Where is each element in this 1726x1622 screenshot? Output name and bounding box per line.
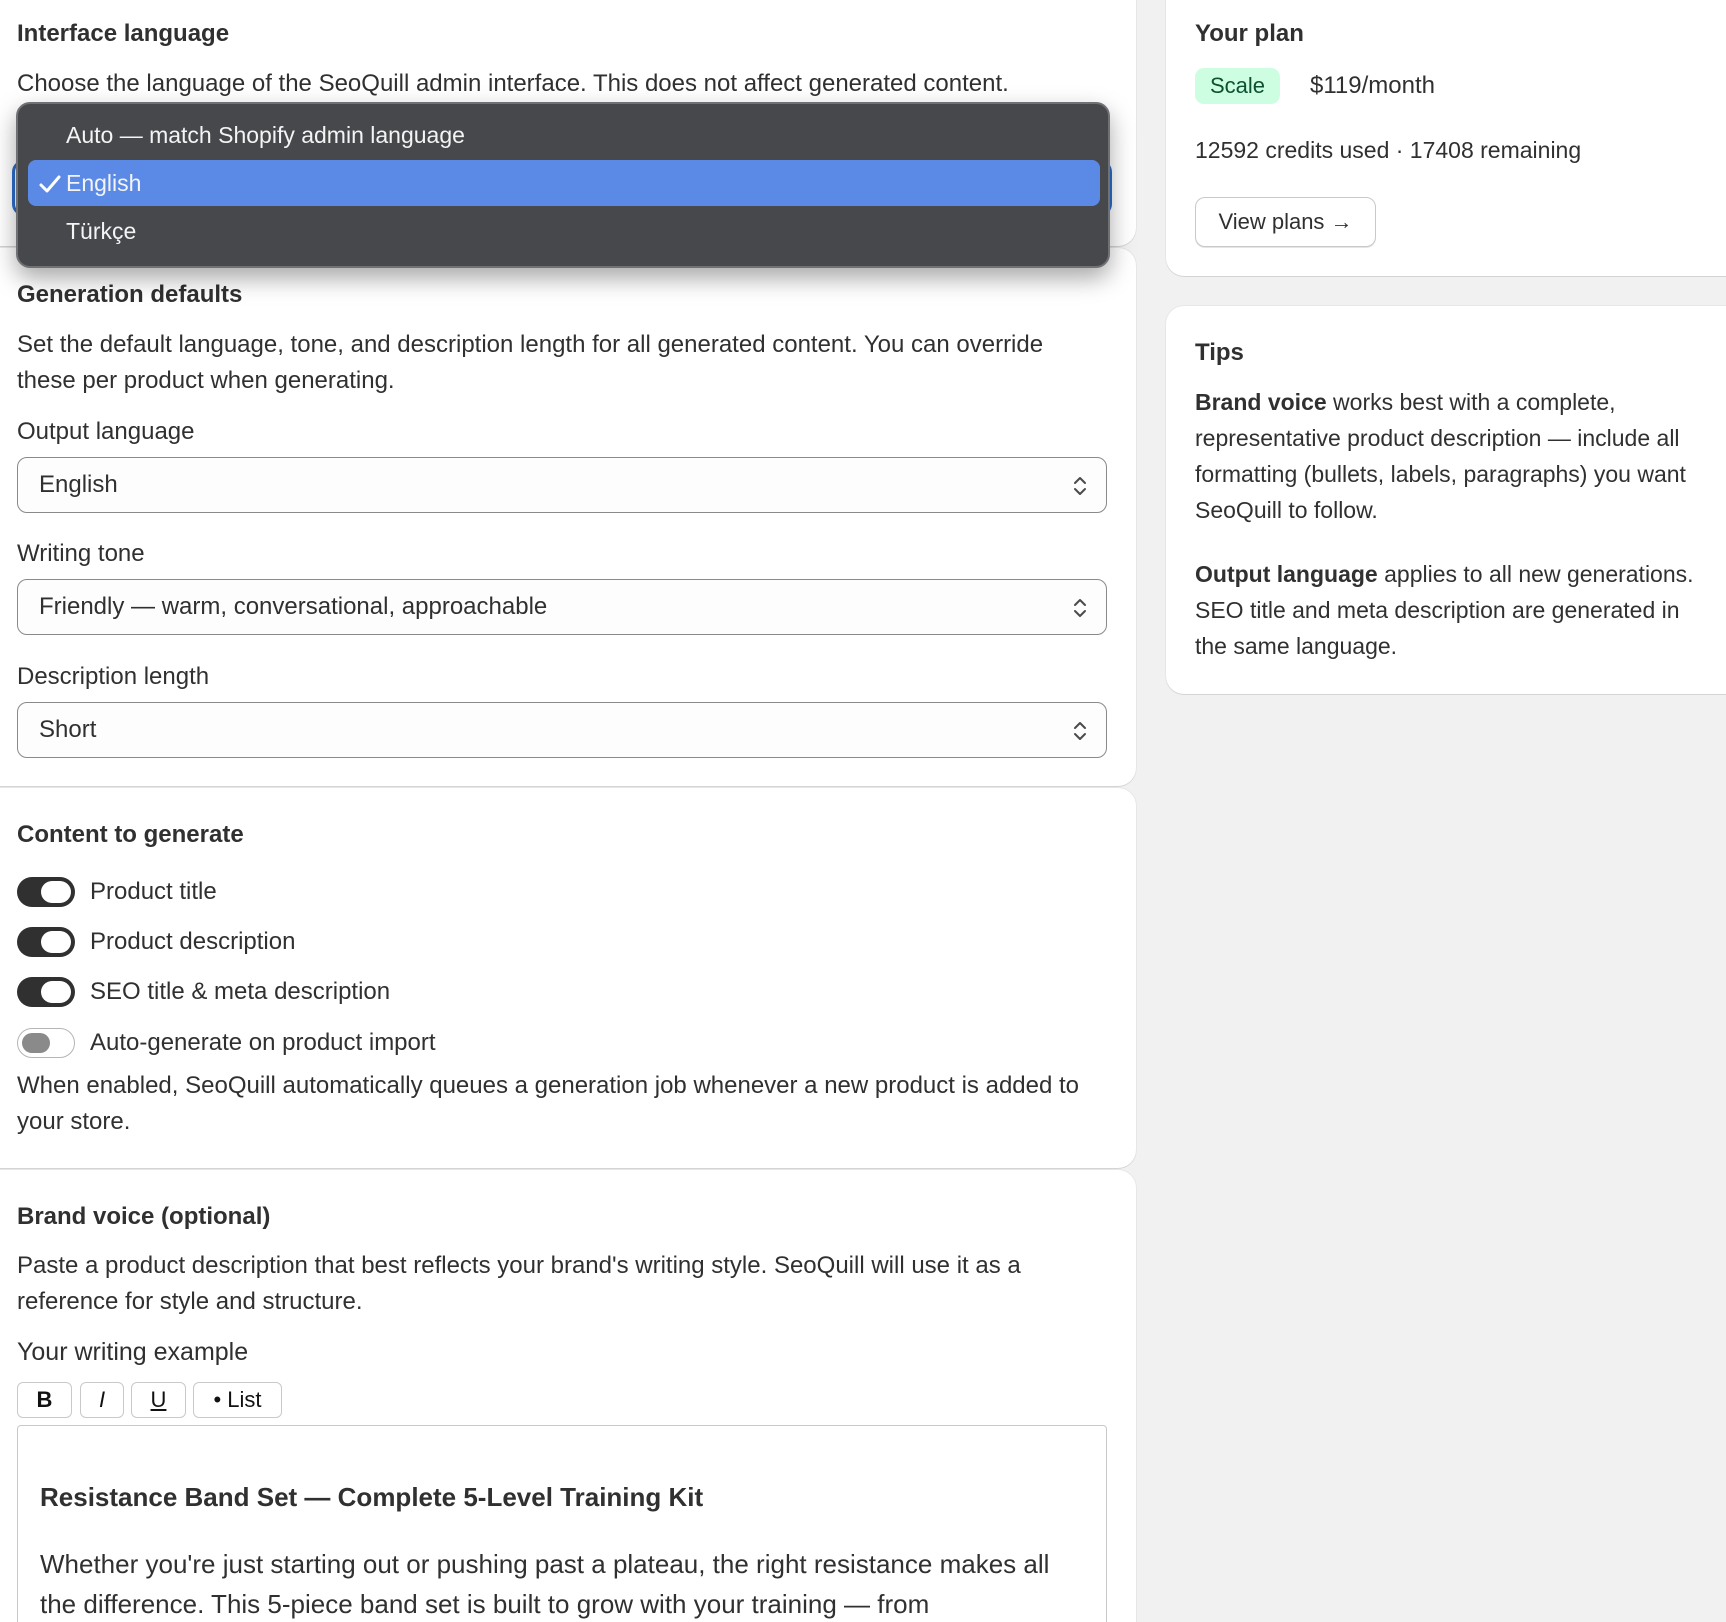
tip-brand-voice	[1195, 384, 1705, 528]
toggle-knob	[41, 981, 71, 1003]
tip-brand-voice-bold: Brand voice	[1195, 389, 1327, 415]
chevron-updown-icon	[1072, 717, 1088, 745]
writing-example-label: Your writing example	[17, 1338, 249, 1366]
chevron-updown-icon	[1072, 472, 1088, 500]
chevron-updown-icon	[1072, 594, 1088, 622]
option-turkce-label: Türkçe	[66, 218, 137, 244]
option-english-label: English	[66, 170, 142, 196]
option-auto[interactable]	[28, 112, 1100, 158]
toggle-label-product-description: Product description	[90, 928, 296, 955]
toggle-seo-title-meta[interactable]	[17, 977, 75, 1007]
toggle-label-product-title: Product title	[90, 878, 217, 905]
interface-language-dropdown	[16, 102, 1110, 268]
output-language-label: Output language	[17, 418, 195, 445]
toggle-product-title[interactable]	[17, 877, 75, 907]
option-english[interactable]	[28, 160, 1100, 206]
interface-language-title: Interface language	[17, 20, 230, 47]
toggle-knob	[41, 881, 71, 903]
writing-tone-value: Friendly — warm, conversational, approachable	[39, 593, 548, 620]
plan-badge: Scale	[1195, 68, 1280, 104]
tips-title: Tips	[1195, 339, 1244, 366]
toggle-label-seo-title-meta: SEO title & meta description	[90, 978, 391, 1005]
description-length-value: Short	[39, 716, 97, 743]
toggle-product-description[interactable]	[17, 927, 75, 957]
toggle-auto-generate-import[interactable]	[17, 1028, 75, 1058]
auto-generate-help-text: When enabled, SeoQuill automatically queues a generation job whenever a new product is added to your store.	[17, 1072, 1080, 1135]
writing-tone-select[interactable]	[17, 579, 1107, 635]
list-button[interactable]: • List	[193, 1382, 282, 1418]
bold-button[interactable]: B	[17, 1382, 72, 1418]
toggle-knob	[22, 1033, 50, 1053]
output-language-select[interactable]	[17, 457, 1107, 513]
example-heading: Resistance Band Set — Complete 5-Level Training Kit	[40, 1482, 704, 1512]
plan-credits: 12592 credits used · 17408 remaining	[1195, 137, 1582, 163]
italic-button[interactable]: I	[80, 1382, 124, 1418]
view-plans-button[interactable]: View plans →	[1195, 197, 1376, 247]
content-to-generate-title: Content to generate	[17, 821, 244, 848]
tip-output-language	[1195, 556, 1705, 664]
toggle-label-auto-generate-import: Auto-generate on product import	[90, 1029, 436, 1056]
underline-button[interactable]: U	[131, 1382, 186, 1418]
description-length-label: Description length	[17, 663, 210, 690]
example-body: Whether you're just starting out or pushing past a plateau, the right resistance makes all the difference. This 5-piece band set is built to grow with your training — from	[40, 1549, 1050, 1619]
output-language-value: English	[39, 471, 118, 498]
checkmark-icon	[38, 172, 62, 196]
generation-defaults-title: Generation defaults	[17, 281, 243, 308]
tip-output-language-bold: Output language	[1195, 561, 1378, 587]
option-auto-label: Auto — match Shopify admin language	[66, 122, 465, 148]
brand-voice-description: Paste a product description that best reflects your brand's writing style. SeoQuill will use it as a reference for style and structure.	[17, 1252, 1021, 1315]
writing-tone-label: Writing tone	[17, 540, 145, 567]
interface-language-description: Choose the language of the SeoQuill admin interface. This does not affect generated content.	[17, 70, 1009, 97]
option-turkce[interactable]	[28, 208, 1100, 254]
writing-example-editor[interactable]	[17, 1425, 1107, 1622]
description-length-select[interactable]	[17, 702, 1107, 758]
brand-voice-title: Brand voice (optional)	[17, 1203, 271, 1230]
tip-brand-voice-text: works best with a complete, representative product description — include all formatting (bullets, labels, paragraphs) you want SeoQuill to follow.	[1195, 389, 1686, 523]
generation-defaults-description: Set the default language, tone, and description length for all generated content. You can override these per product when generating.	[17, 331, 1044, 394]
tip-output-language-text: applies to all new generations. SEO title and meta description are generated in the same language.	[1195, 561, 1694, 659]
plan-title: Your plan	[1195, 20, 1304, 47]
plan-price: $119/month	[1310, 72, 1435, 99]
toggle-knob	[41, 931, 71, 953]
